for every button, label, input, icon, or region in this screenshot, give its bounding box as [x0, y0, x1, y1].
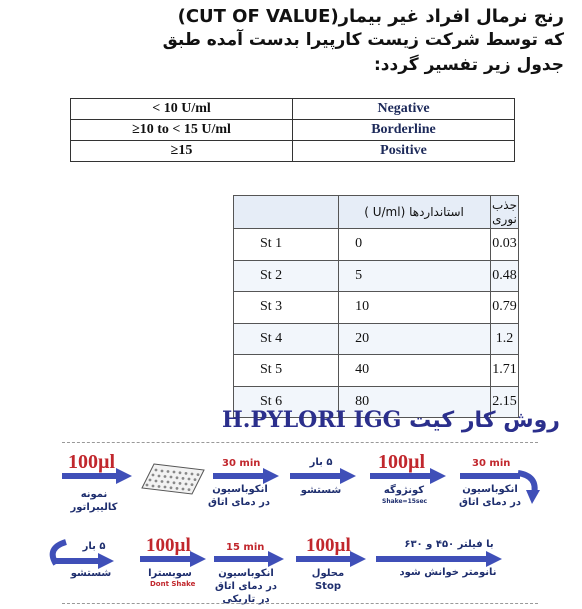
- step4-note: Shake=15sec: [382, 498, 428, 505]
- step9-label: [298, 567, 358, 593]
- table-row: [71, 120, 515, 141]
- arrow-icon: [214, 551, 284, 567]
- table-cell: St 6: [234, 386, 339, 418]
- table-cell: St 2: [234, 260, 339, 292]
- step1-label: [64, 488, 124, 514]
- step6-count: ۵ بار: [82, 541, 106, 552]
- step4-label: کونژوگه: [383, 485, 425, 496]
- section-title-persian: روش کار کیت: [409, 408, 560, 433]
- step2-label: [210, 483, 270, 509]
- table-cell: 2.15: [490, 386, 518, 418]
- table-cell: 1.2: [490, 323, 518, 355]
- step6-label: شستشو: [70, 568, 112, 579]
- step9-label-line1: محلول: [311, 568, 345, 579]
- step9-label-line2: Stop: [314, 581, 341, 592]
- arrow-icon: [376, 551, 502, 567]
- table-cell: St 1: [234, 229, 339, 261]
- step7-note: Dont Shake: [150, 580, 196, 588]
- section-title-latin: H.PYLORI IGG: [222, 407, 402, 433]
- step5-label: [450, 483, 530, 509]
- table-cell: 0: [339, 229, 491, 261]
- divider: [62, 603, 538, 604]
- heading-line-3: جدول زیر تفسیر گردد:: [373, 55, 564, 75]
- step4-amount: 100µl: [378, 451, 426, 473]
- table-cell: St 4: [234, 323, 339, 355]
- table-row: [234, 355, 519, 387]
- step1-label-line1: نمونه: [80, 489, 108, 500]
- cutoff-value: < 10 U/ml: [71, 99, 293, 120]
- step2-time: 30 min: [222, 458, 261, 469]
- step3-count: ۵ بار: [309, 457, 333, 468]
- microplate-icon: [140, 462, 206, 496]
- heading-line-1: رنج نرمال افراد غیر بیمار(CUT OF VALUE): [177, 6, 564, 27]
- table-row: [71, 99, 515, 120]
- step8-label-line3: در تاریکی: [222, 594, 270, 605]
- table-row: [234, 292, 519, 324]
- table-cell: 80: [339, 386, 491, 418]
- step7-label: سوبسترا: [148, 568, 192, 579]
- step5-time: 30 min: [472, 458, 511, 469]
- step2-label-line1: انکوباسیون: [212, 484, 268, 495]
- header-cell: جذب نوری: [490, 196, 518, 229]
- table-row: [234, 323, 519, 355]
- step5-label-line2: در دمای اتاق: [459, 497, 521, 508]
- step8-label: [214, 567, 278, 606]
- table-cell: 20: [339, 323, 491, 355]
- header-cell: [234, 196, 339, 229]
- cutoff-result: Negative: [293, 99, 515, 120]
- table-cell: St 3: [234, 292, 339, 324]
- table-cell: 1.71: [490, 355, 518, 387]
- step5-label-line1: انکوباسیون: [462, 484, 518, 495]
- standards-table: [233, 195, 519, 418]
- step10-filter: با فیلتر ۴۵۰ و ۶۳۰: [404, 539, 494, 550]
- step1-label-line2: کالیبراتور: [70, 502, 118, 513]
- table-row: [71, 141, 515, 162]
- header-cell: استانداردها (U/ml ): [339, 196, 491, 229]
- step10-label: نانومتر خوانش شود: [399, 567, 497, 578]
- table-cell: St 5: [234, 355, 339, 387]
- step8-label-line2: در دمای اتاق: [215, 581, 277, 592]
- step7-amount: 100µl: [146, 535, 191, 556]
- heading-line-2: که توسط شرکت زیست کارپیرا بدست آمده طبق: [162, 30, 564, 50]
- arrow-icon: [213, 468, 279, 484]
- table-cell: 5: [339, 260, 491, 292]
- arrow-icon: [290, 468, 356, 484]
- cutoff-result: Positive: [293, 141, 515, 162]
- step9-amount: 100µl: [306, 535, 351, 556]
- table-row: [234, 260, 519, 292]
- cutoff-table: [70, 98, 515, 162]
- table-cell: 0.03: [490, 229, 518, 261]
- table-cell: 0.79: [490, 292, 518, 324]
- cutoff-value: ≥15: [71, 141, 293, 162]
- table-row: [234, 229, 519, 261]
- table-cell: 0.48: [490, 260, 518, 292]
- step2-label-line2: در دمای اتاق: [208, 497, 270, 508]
- divider: [62, 442, 538, 443]
- section-title: [222, 407, 560, 433]
- step3-label: شستشو: [300, 485, 342, 496]
- cutoff-value: ≥10 to < 15 U/ml: [71, 120, 293, 141]
- table-header-row: [234, 196, 519, 229]
- table-cell: 40: [339, 355, 491, 387]
- table-cell: 10: [339, 292, 491, 324]
- step8-time: 15 min: [226, 542, 265, 553]
- step1-amount: 100µl: [68, 451, 116, 473]
- cutoff-result: Borderline: [293, 120, 515, 141]
- step8-label-line1: انکوباسیون: [218, 568, 274, 579]
